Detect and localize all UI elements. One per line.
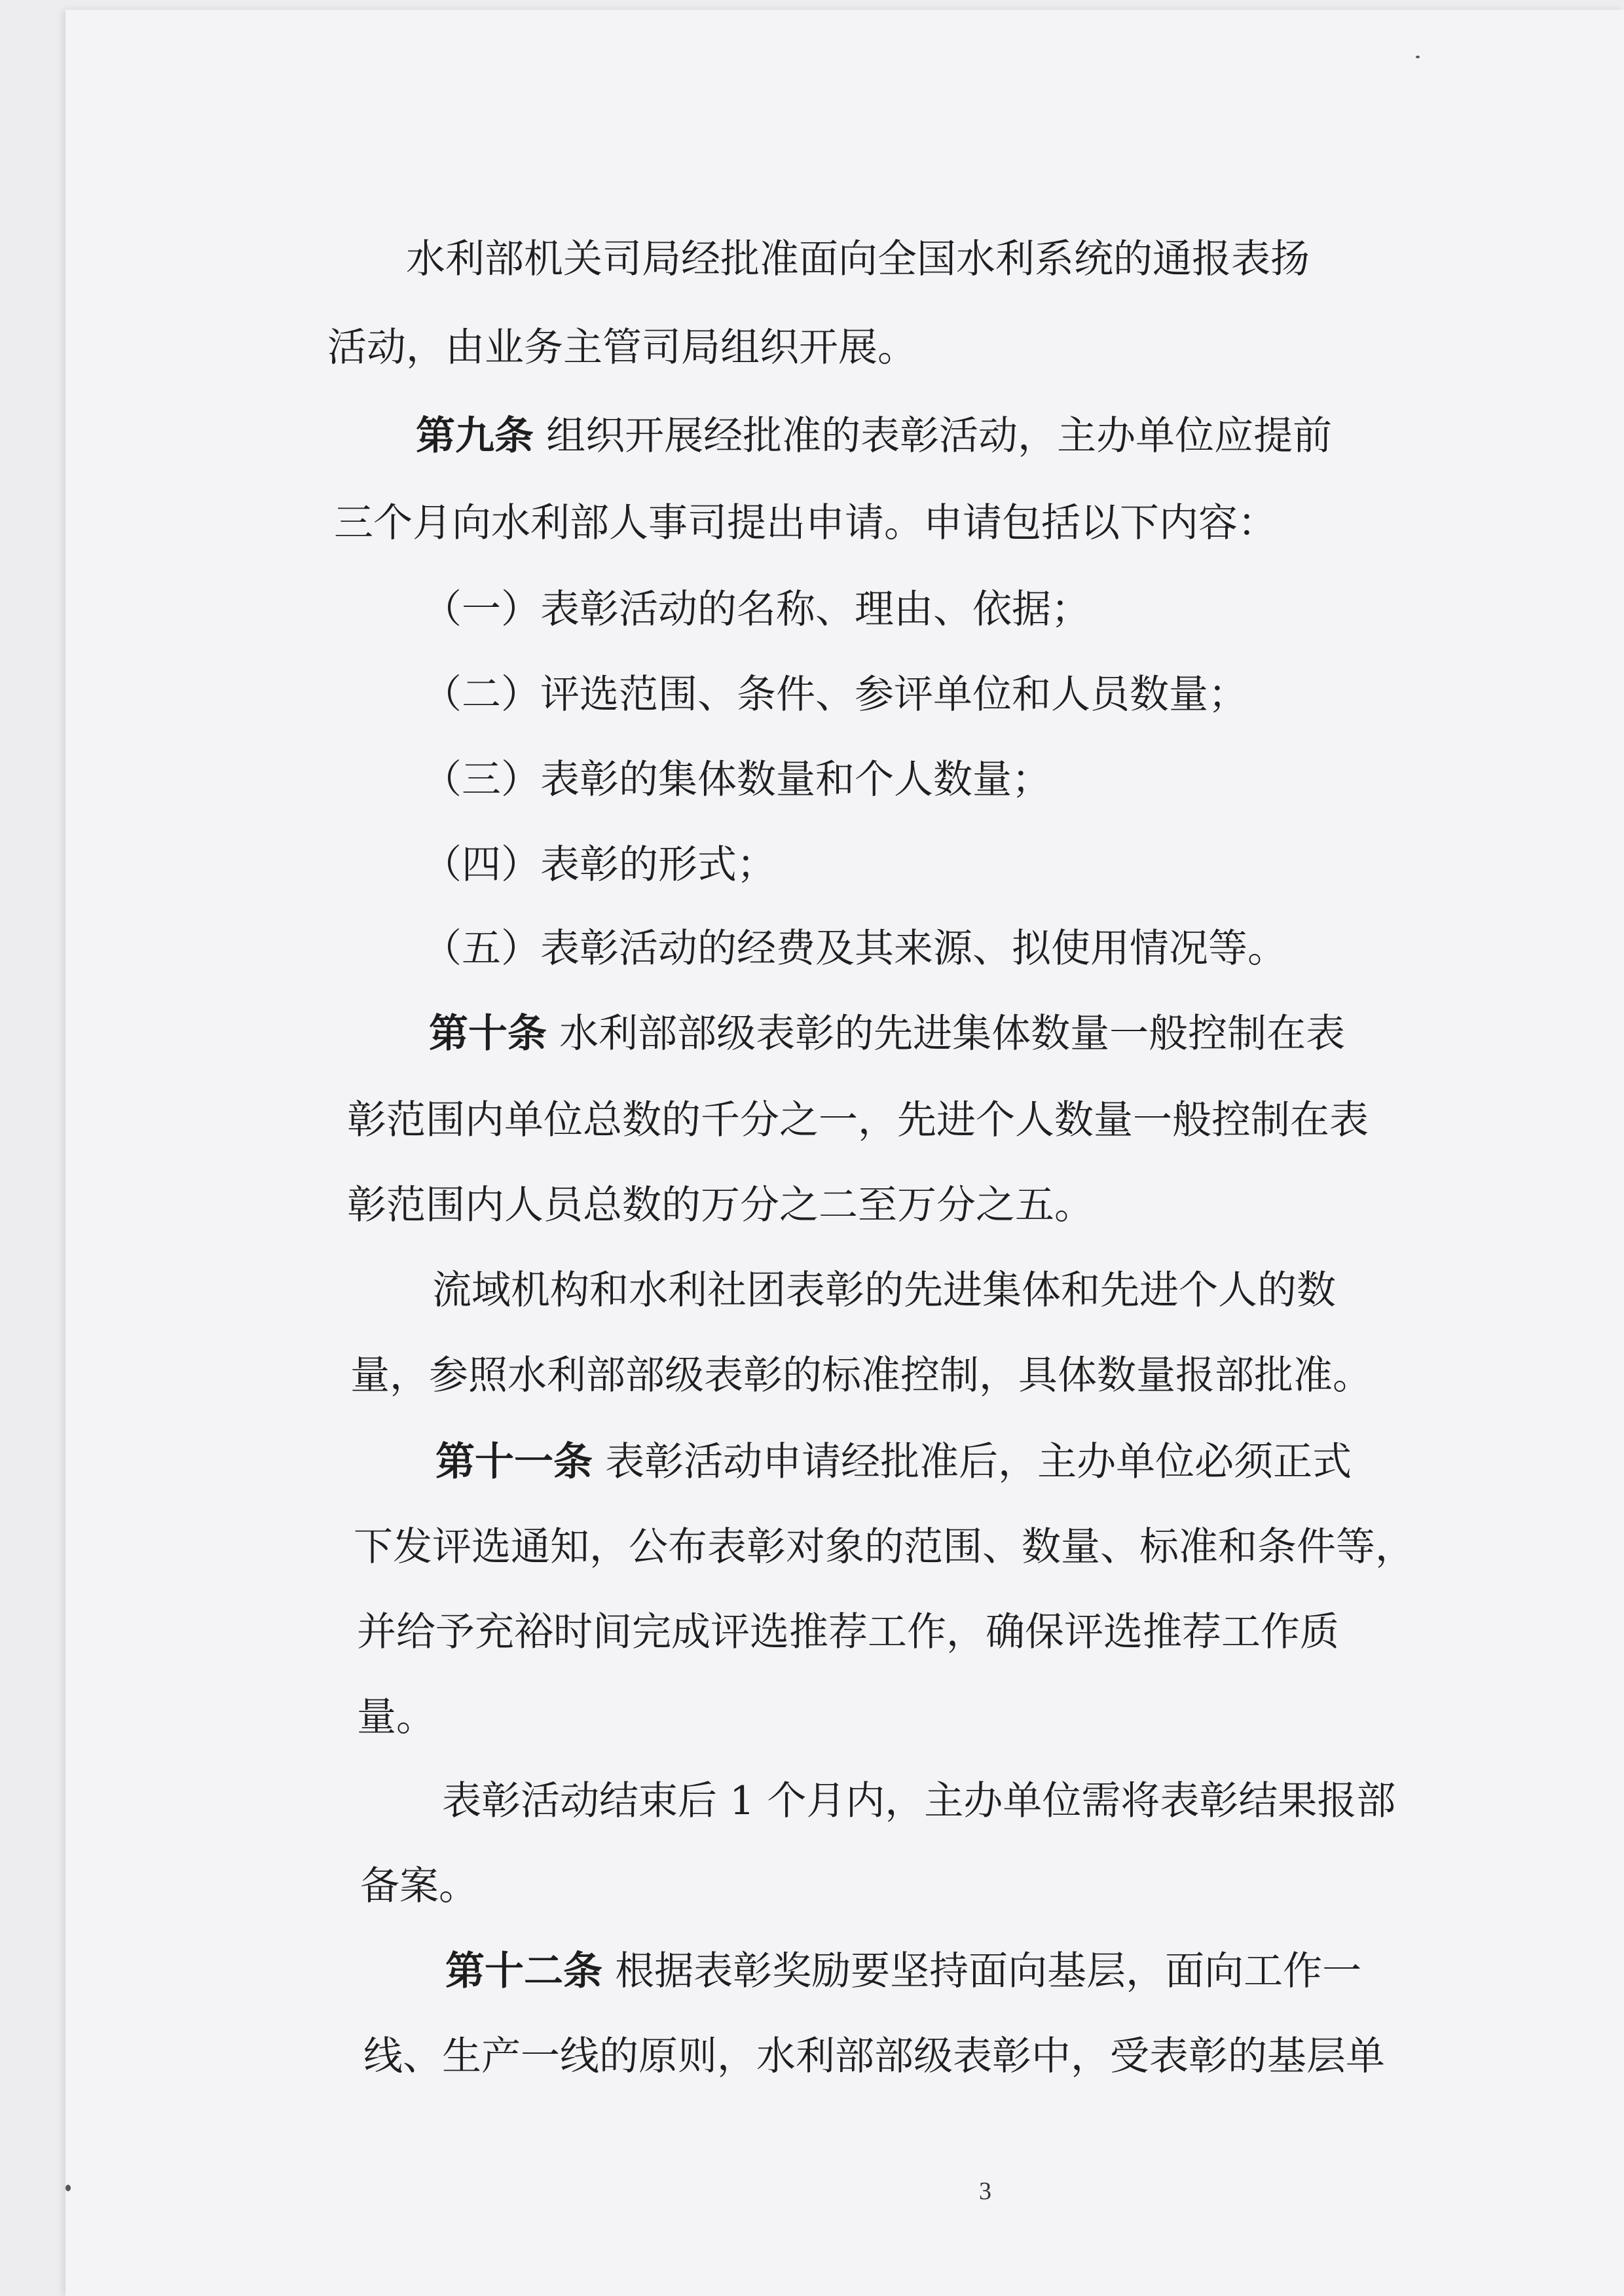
- line-text: 彰范围内单位总数的千分之一，先进个人数量一般控制在表: [347, 1097, 1369, 1143]
- article-heading-line: [435, 1438, 1352, 1485]
- line-text: （一）表彰活动的名称、理由、依据；: [422, 587, 1090, 632]
- document-page: [65, 10, 1624, 2296]
- text-line: [347, 1182, 1094, 1229]
- article-number: 第九条: [416, 413, 534, 459]
- text-line: [327, 324, 917, 371]
- line-text: 根据表彰奖励要坚持面向基层，面向工作一: [602, 1948, 1362, 1994]
- line-text: （四）表彰的形式；: [422, 842, 776, 888]
- article-number: 第十二条: [445, 1948, 602, 1994]
- line-text: 水利部部级表彰的先进集体数量一般控制在表: [547, 1011, 1346, 1057]
- line-text: 线、生产一线的原则，水利部部级表彰中，受表彰的基层单: [363, 2033, 1385, 2079]
- line-text: 表彰活动结束后 1 个月内，主办单位需将表彰结果报部: [442, 1778, 1396, 1824]
- article-heading-line: [445, 1948, 1361, 1995]
- line-text: 水利部机关司局经批准面向全国水利系统的通报表扬: [406, 236, 1310, 282]
- line-text: （五）表彰活动的经费及其来源、拟使用情况等。: [422, 926, 1287, 972]
- text-line: [350, 1352, 1372, 1399]
- scan-speck: [65, 2185, 71, 2191]
- line-text: 活动，由业务主管司局组织开展。: [327, 325, 917, 371]
- text-line: [347, 1097, 1369, 1144]
- list-item: [422, 586, 1090, 633]
- page-number: 3: [979, 2178, 991, 2205]
- text-line: [432, 1267, 1336, 1314]
- text-line: [334, 500, 1277, 547]
- line-text: （三）表彰的集体数量和个人数量；: [422, 757, 1051, 803]
- text-line: [357, 1609, 1339, 1656]
- line-text: 并给予充裕时间完成评选推荐工作，确保评选推荐工作质: [357, 1609, 1339, 1655]
- line-text: 表彰活动申请经批准后，主办单位必须正式: [593, 1439, 1352, 1485]
- text-line: [363, 2033, 1385, 2080]
- line-text: 下发评选通知，公布表彰对象的范围、数量、标准和条件等，: [354, 1524, 1414, 1570]
- text-line: [357, 1694, 435, 1741]
- line-text: 三个月向水利部人事司提出申请。申请包括以下内容：: [334, 500, 1277, 546]
- list-item: [422, 671, 1247, 718]
- line-text: 流域机构和水利社团表彰的先进集体和先进个人的数: [432, 1267, 1336, 1313]
- text-line: [360, 1863, 478, 1910]
- list-item: [422, 756, 1051, 803]
- article-heading-line: [416, 412, 1332, 460]
- article-number: 第十条: [429, 1011, 547, 1057]
- text-line: [442, 1777, 1395, 1825]
- text-line: [354, 1523, 1414, 1571]
- line-text: 量，参照水利部部级表彰的标准控制，具体数量报部批准。: [350, 1353, 1372, 1398]
- line-text: 彰范围内人员总数的万分之二至万分之五。: [347, 1182, 1094, 1228]
- line-text: 备案。: [360, 1863, 478, 1909]
- line-text: 组织开展经批准的表彰活动，主办单位应提前: [534, 413, 1333, 459]
- line-text: （二）评选范围、条件、参评单位和人员数量；: [422, 672, 1247, 718]
- list-item: [422, 925, 1287, 972]
- list-item: [422, 841, 776, 888]
- line-text: 量。: [357, 1694, 435, 1740]
- text-line: [406, 236, 1310, 283]
- article-number: 第十一条: [435, 1439, 593, 1485]
- article-heading-line: [429, 1010, 1345, 1057]
- scan-speck: [1416, 56, 1420, 58]
